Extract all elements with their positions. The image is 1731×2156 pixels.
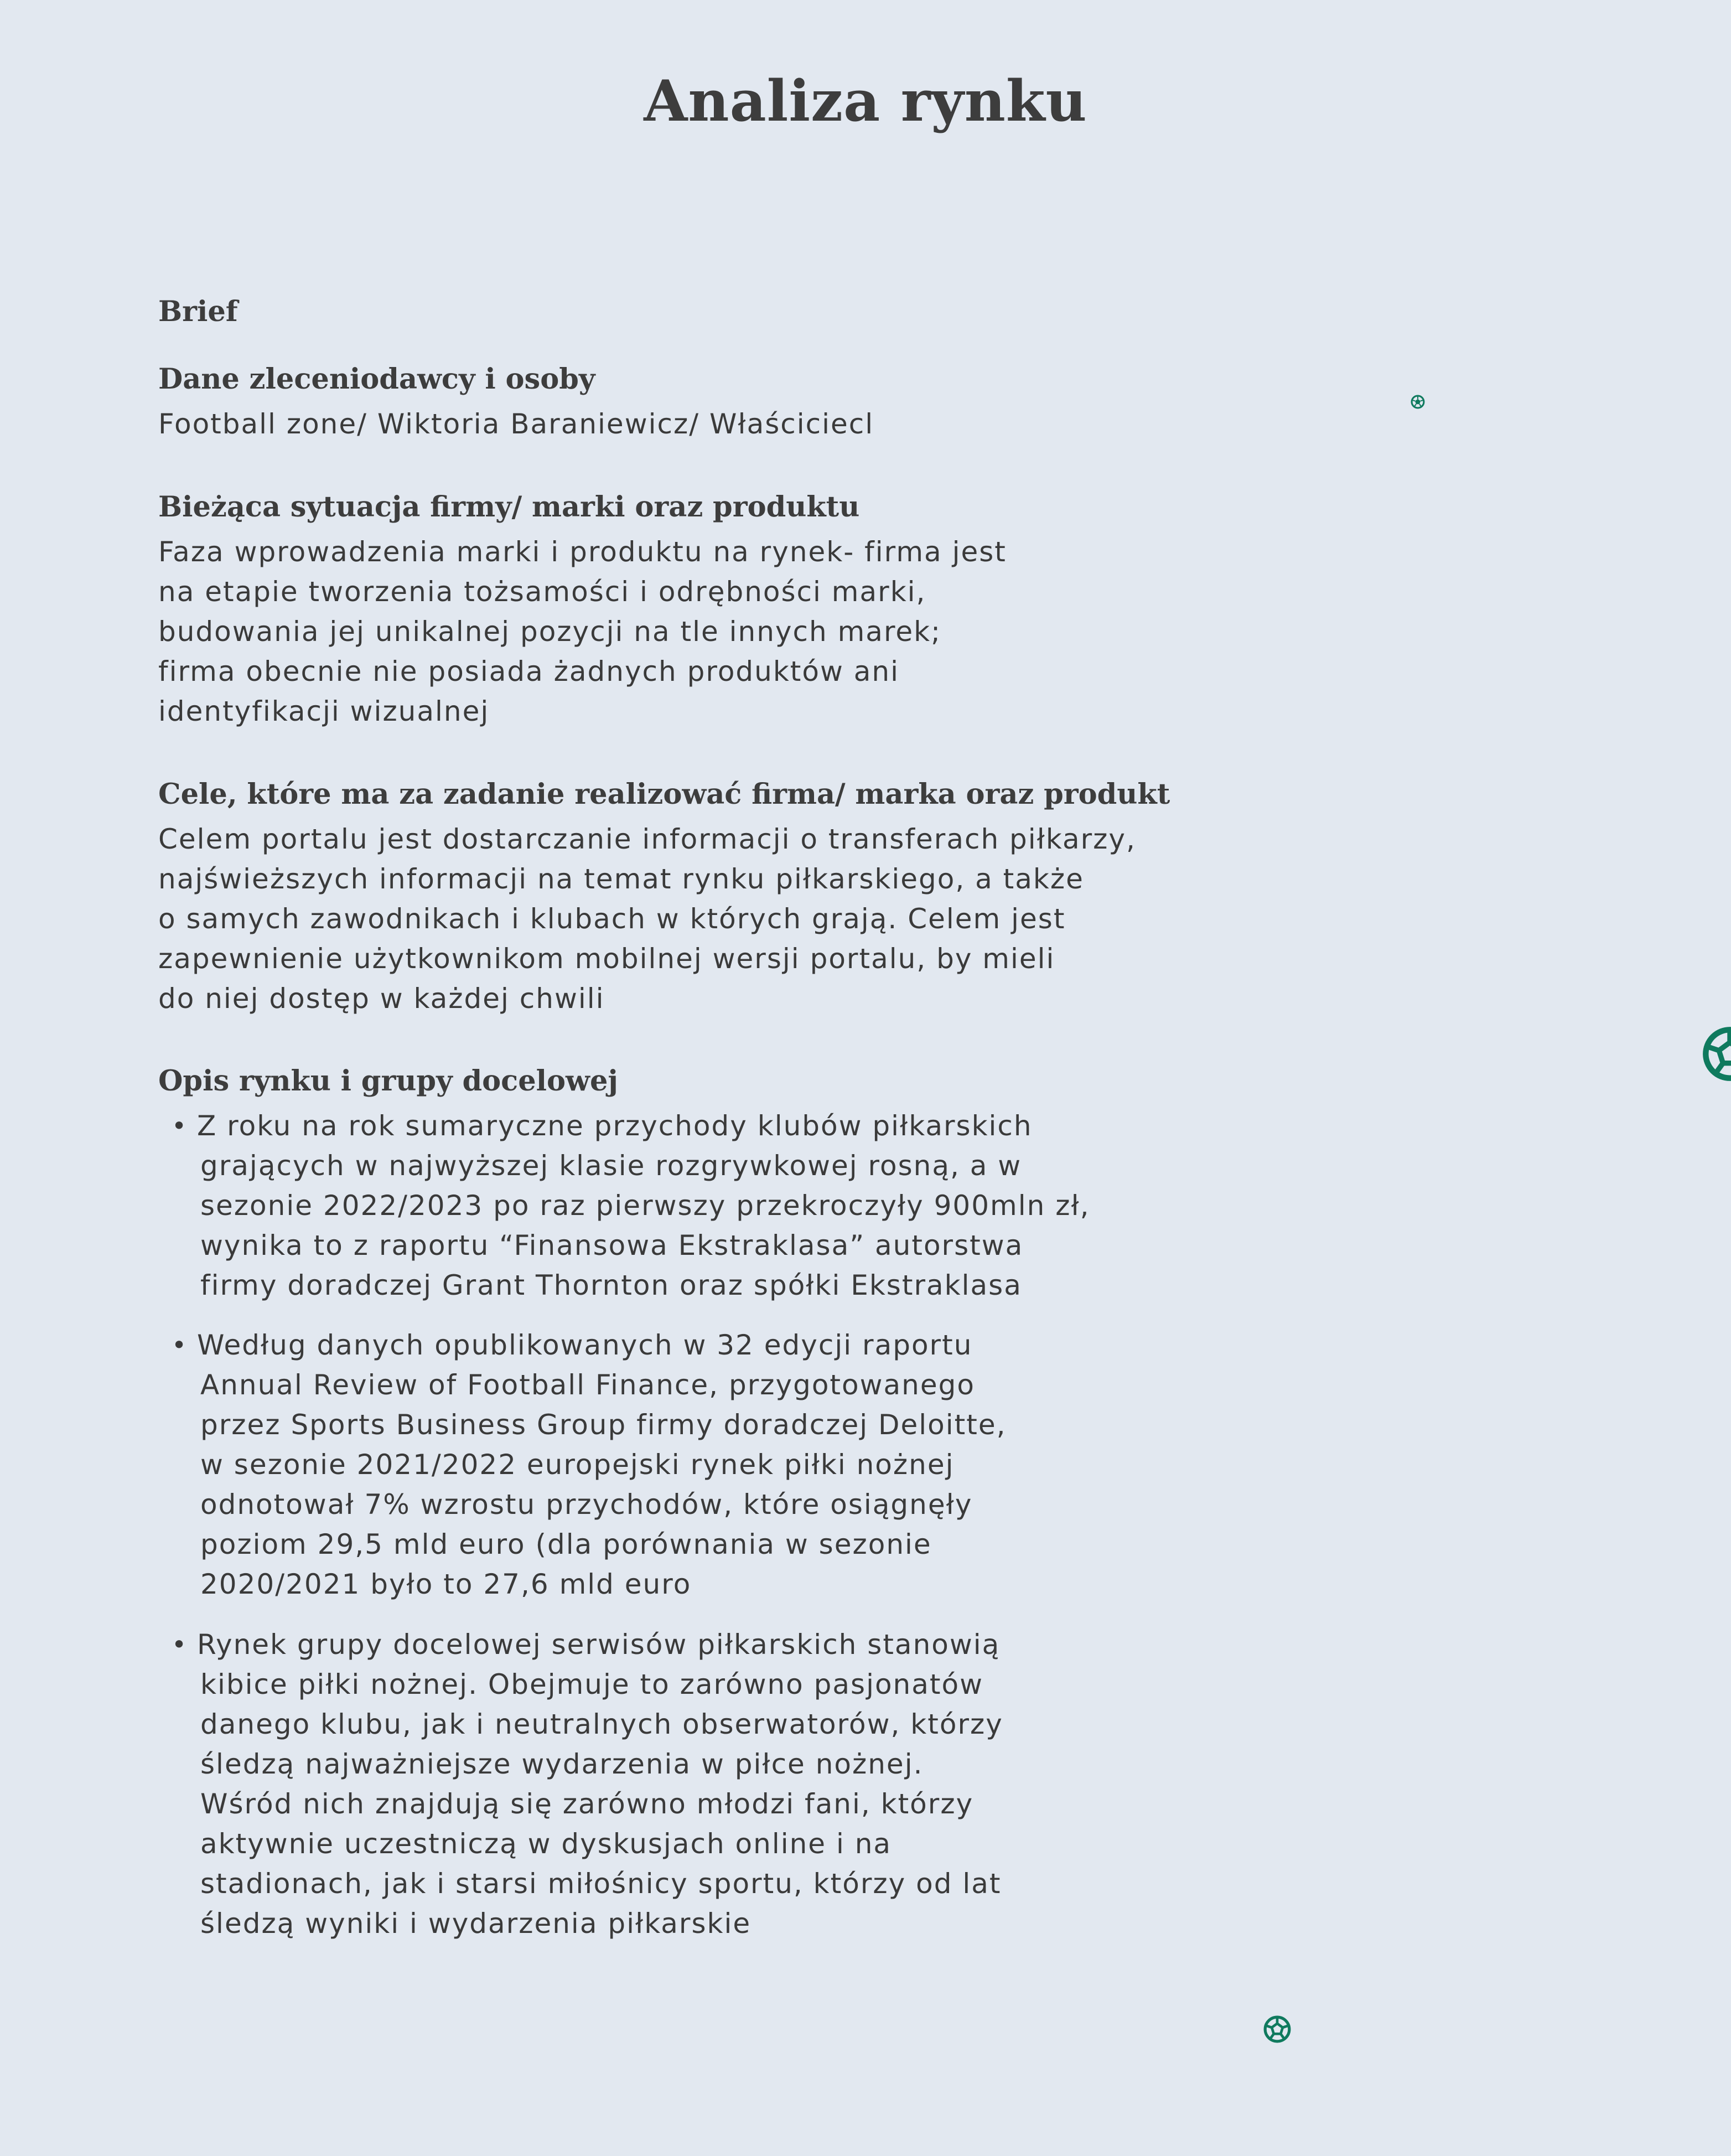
text-line: poziom 29,5 mld euro (dla porównania w sezonie xyxy=(200,1528,932,1560)
text-line: najświeższych informacji na temat rynku piłkarskiego, a także xyxy=(158,863,1084,895)
soccer-ball-icon xyxy=(1263,2015,1292,2044)
goals-text xyxy=(158,819,1136,1018)
text-line: 2020/2021 było to 27,6 mld euro xyxy=(200,1568,692,1600)
text-line: Annual Review of Football Finance, przygotowanego xyxy=(200,1369,975,1401)
text-line: Rynek grupy docelowej serwisów piłkarskich stanowią xyxy=(197,1628,1001,1661)
market-heading: Opis rynku i grupy docelowej xyxy=(158,1064,618,1098)
client-heading: Dane zleceniodawcy i osoby xyxy=(158,363,595,396)
text-line: Wśród nich znajdują się zarówno młodzi fani, którzy xyxy=(200,1788,974,1820)
soccer-ball-icon xyxy=(1411,395,1425,409)
text-line: identyfikacji wizualnej xyxy=(158,695,490,727)
text-line: zapewnienie użytkownikom mobilnej wersji portalu, by mieli xyxy=(158,943,1055,975)
bullet-dot: • xyxy=(172,1630,187,1659)
text-line: danego klubu, jak i neutralnych obserwatorów, którzy xyxy=(200,1708,1003,1740)
bullet-dot: • xyxy=(172,1330,187,1360)
text-line: aktywnie uczestniczą w dyskusjach online i na xyxy=(200,1828,892,1860)
goals-heading: Cele, które ma za zadanie realizować firma/ marka oraz produkt xyxy=(158,778,1170,811)
text-line: Z roku na rok sumaryczne przychody klubów piłkarskich xyxy=(197,1110,1033,1142)
text-line: stadionach, jak i starsi miłośnicy sportu, którzy od lat xyxy=(200,1868,1002,1900)
text-line: śledzą najważniejsze wydarzenia w piłce nożnej. xyxy=(200,1748,924,1780)
situation-text xyxy=(158,532,1007,731)
text-line: do niej dostęp w każdej chwili xyxy=(158,983,605,1015)
text-line: Faza wprowadzenia marki i produktu na rynek- firma jest xyxy=(158,536,1007,568)
text-line: odnotował 7% wzrostu przychodów, które osiągnęły xyxy=(200,1488,973,1521)
text-line: przez Sports Business Group firmy doradczej Deloitte, xyxy=(200,1409,1007,1441)
soccer-ball-icon xyxy=(1701,1025,1731,1083)
client-text: Football zone/ Wiktoria Baraniewicz/ Właściciecl xyxy=(158,408,874,440)
text-line: grających w najwyższej klasie rozgrywkowej rosną, a w xyxy=(200,1150,1022,1182)
brief-label: Brief xyxy=(158,295,238,328)
text-line: budowania jej unikalnej pozycji na tle innych marek; xyxy=(158,616,941,648)
bullet-dot: • xyxy=(172,1111,187,1141)
page-title: Analiza rynku xyxy=(644,68,1087,135)
situation-heading: Bieżąca sytuacja firmy/ marki oraz produktu xyxy=(158,490,860,524)
text-line: kibice piłki nożnej. Obejmuje to zarówno pasjonatów xyxy=(200,1668,983,1700)
text-line: wynika to z raportu “Finansowa Ekstraklasa” autorstwa xyxy=(200,1229,1024,1261)
text-line: firma obecnie nie posiada żadnych produktów ani xyxy=(158,655,899,687)
text-line: w sezonie 2021/2022 europejski rynek piłki nożnej xyxy=(200,1449,955,1481)
text-line: Celem portalu jest dostarczanie informacji o transferach piłkarzy, xyxy=(158,823,1136,855)
text-line: na etapie tworzenia tożsamości i odrębności marki, xyxy=(158,576,926,608)
text-line: Według danych opublikowanych w 32 edycji raportu xyxy=(197,1329,973,1361)
text-line: śledzą wyniki i wydarzenia piłkarskie xyxy=(200,1907,752,1940)
text-line: sezonie 2022/2023 po raz pierwszy przekroczyły 900mln zł, xyxy=(200,1190,1090,1222)
text-line: o samych zawodnikach i klubach w których grają. Celem jest xyxy=(158,903,1066,935)
text-line: firmy doradczej Grant Thornton oraz spółki Ekstraklasa xyxy=(200,1269,1022,1301)
